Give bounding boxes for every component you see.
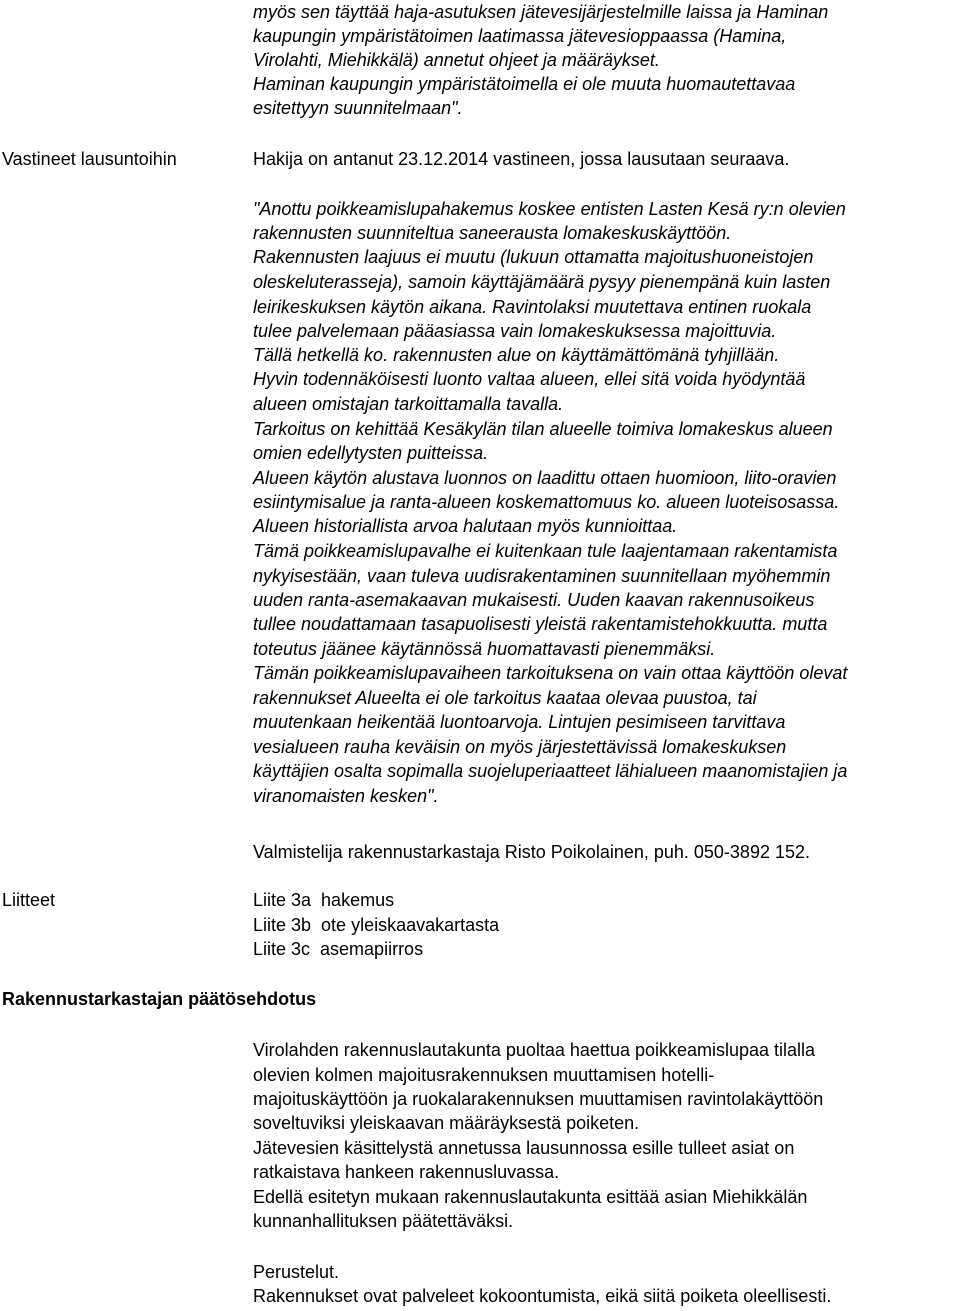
quote-line: esiintymisalue ja ranta-alueen koskemattomuus ko. alueen luoteisosassa. <box>253 492 840 512</box>
quote-line: Rakennusten laajuus ei muutu (lukuun ottamatta majoitushuoneistojen <box>253 247 814 267</box>
quote-line: Tämä poikkeamislupavalhe ei kuitenkaan tule laajentamaan rakentamista <box>253 541 838 561</box>
quote-line: alueen omistajan tarkoittamalla tavalla. <box>253 394 564 414</box>
section-label-liitteet: Liitteet <box>2 890 56 910</box>
proposal-line: majoituskäyttöön ja ruokalarakennuksen muuttamisen ravintolakäyttöön <box>253 1089 824 1109</box>
quote-line: myös sen täyttää haja-asutuksen jätevesijärjestelmille laissa ja Haminan <box>253 2 829 22</box>
quote-line: kaupungin ympäristätoimen laatimassa jätevesioppaassa (Hamina, <box>253 26 787 46</box>
quote-line: Hyvin todennäköisesti luonto valtaa alueen, ellei sitä voida hyödyntää <box>253 369 806 389</box>
quote-line: uuden ranta-asemakaavan mukaisesti. Uuden kaavan rakennusoikeus <box>253 590 815 610</box>
quote-line: Alueen historiallista arvoa halutaan myös kunnioittaa. <box>253 516 678 536</box>
quote-line: Alueen käytön alustava luonnos on laadittu ottaen huomioon, liito-oravien <box>253 468 837 488</box>
perustelut-text: Rakennukset ovat palveleet kokoontumista, eikä siitä poiketa oleellisesti. <box>253 1286 832 1306</box>
attachment-item: Liite 3c asemapiirros <box>253 939 424 959</box>
perustelut-heading: Perustelut. <box>253 1262 340 1282</box>
proposal-line: Edellä esitetyn mukaan rakennuslautakunta esittää asian Miehikkälän <box>253 1187 808 1207</box>
quote-line: Tämän poikkeamislupavaiheen tarkoituksena on vain ottaa käyttöön olevat <box>253 663 848 683</box>
quote-line: tullee noudattamaan tasapuolisesti yleistä rakentamistehokkuutta. mutta <box>253 614 828 634</box>
quote-line: omien edellytysten puitteissa. <box>253 443 489 463</box>
valmistelija-line: Valmistelija rakennustarkastaja Risto Poikolainen, puh. 050-3892 152. <box>253 842 810 862</box>
quote-line: Haminan kaupungin ympäristätoimella ei ole muuta huomautettavaa <box>253 74 796 94</box>
quote-line: rakennukset Alueelta ei ole tarkoitus kaataa olevaa puustoa, tai <box>253 688 757 708</box>
quote-line: muutenkaan heikentää luontoarvoja. Lintujen pesimiseen tarvittava <box>253 712 786 732</box>
quote-line: toteutus jäänee käytännössä huomattavasti pienemmäksi. <box>253 639 716 659</box>
quote-line: viranomaisten kesken". <box>253 786 439 806</box>
quote-line: "Anottu poikkeamislupahakemus koskee entisten Lasten Kesä ry:n olevien <box>253 199 846 219</box>
quote-line: esitettyyn suunnitelmaan". <box>253 98 463 118</box>
quote-line: leirikeskuksen käytön aikana. Ravintolaksi muutettava entinen ruokala <box>253 297 812 317</box>
proposal-line: soveltuviksi yleiskaavan määräyksestä poiketen. <box>253 1113 640 1133</box>
section-label-vastineet: Vastineet lausuntoihin <box>2 149 177 169</box>
attachment-item: Liite 3b ote yleiskaavakartasta <box>253 915 500 935</box>
proposal-line: kunnanhallituksen päätettäväksi. <box>253 1211 514 1231</box>
quote-line: Tarkoitus on kehittää Kesäkylän tilan alueelle toimiva lomakeskus alueen <box>253 419 833 439</box>
quote-line: oleskeluterasseja), samoin käyttäjämäärä pysyy pienempänä kuin lasten <box>253 272 831 292</box>
proposal-line: ratkaistava hankeen rakennusluvassa. <box>253 1162 560 1182</box>
quote-line: vesialueen rauha keväisin on myös järjestettävissä lomakeskuksen <box>253 737 787 757</box>
attachment-item: Liite 3a hakemus <box>253 890 395 910</box>
proposal-line: Virolahden rakennuslautakunta puoltaa haettua poikkeamislupaa tilalla <box>253 1040 816 1060</box>
proposal-line: olevien kolmen majoitusrakennuksen muuttamisen hotelli- <box>253 1065 715 1085</box>
quote-line: Tällä hetkellä ko. rakennusten alue on käyttämättömänä tyhjillään. <box>253 345 780 365</box>
section-label-paatosehdotus: Rakennustarkastajan päätösehdotus <box>2 989 317 1009</box>
quote-line: nykyisestään, vaan tuleva uudisrakentaminen suunnitellaan myöhemmin <box>253 566 831 586</box>
proposal-line: Jätevesien käsittelystä annetussa lausunnossa esille tulleet asiat on <box>253 1138 795 1158</box>
quote-line: rakennusten suunniteltua saneerausta lomakeskuskäyttöön. <box>253 223 732 243</box>
vastineet-intro: Hakija on antanut 23.12.2014 vastineen, jossa lausutaan seuraava. <box>253 149 790 169</box>
quote-line: Virolahti, Miehikkälä) annetut ohjeet ja määräykset. <box>253 50 660 70</box>
quote-line: käyttäjien osalta sopimalla suojeluperiaatteet lähialueen maanomistajien ja <box>253 761 848 781</box>
quote-line: tulee palvelemaan pääasiassa vain lomakeskuksessa majoittuvia. <box>253 321 777 341</box>
